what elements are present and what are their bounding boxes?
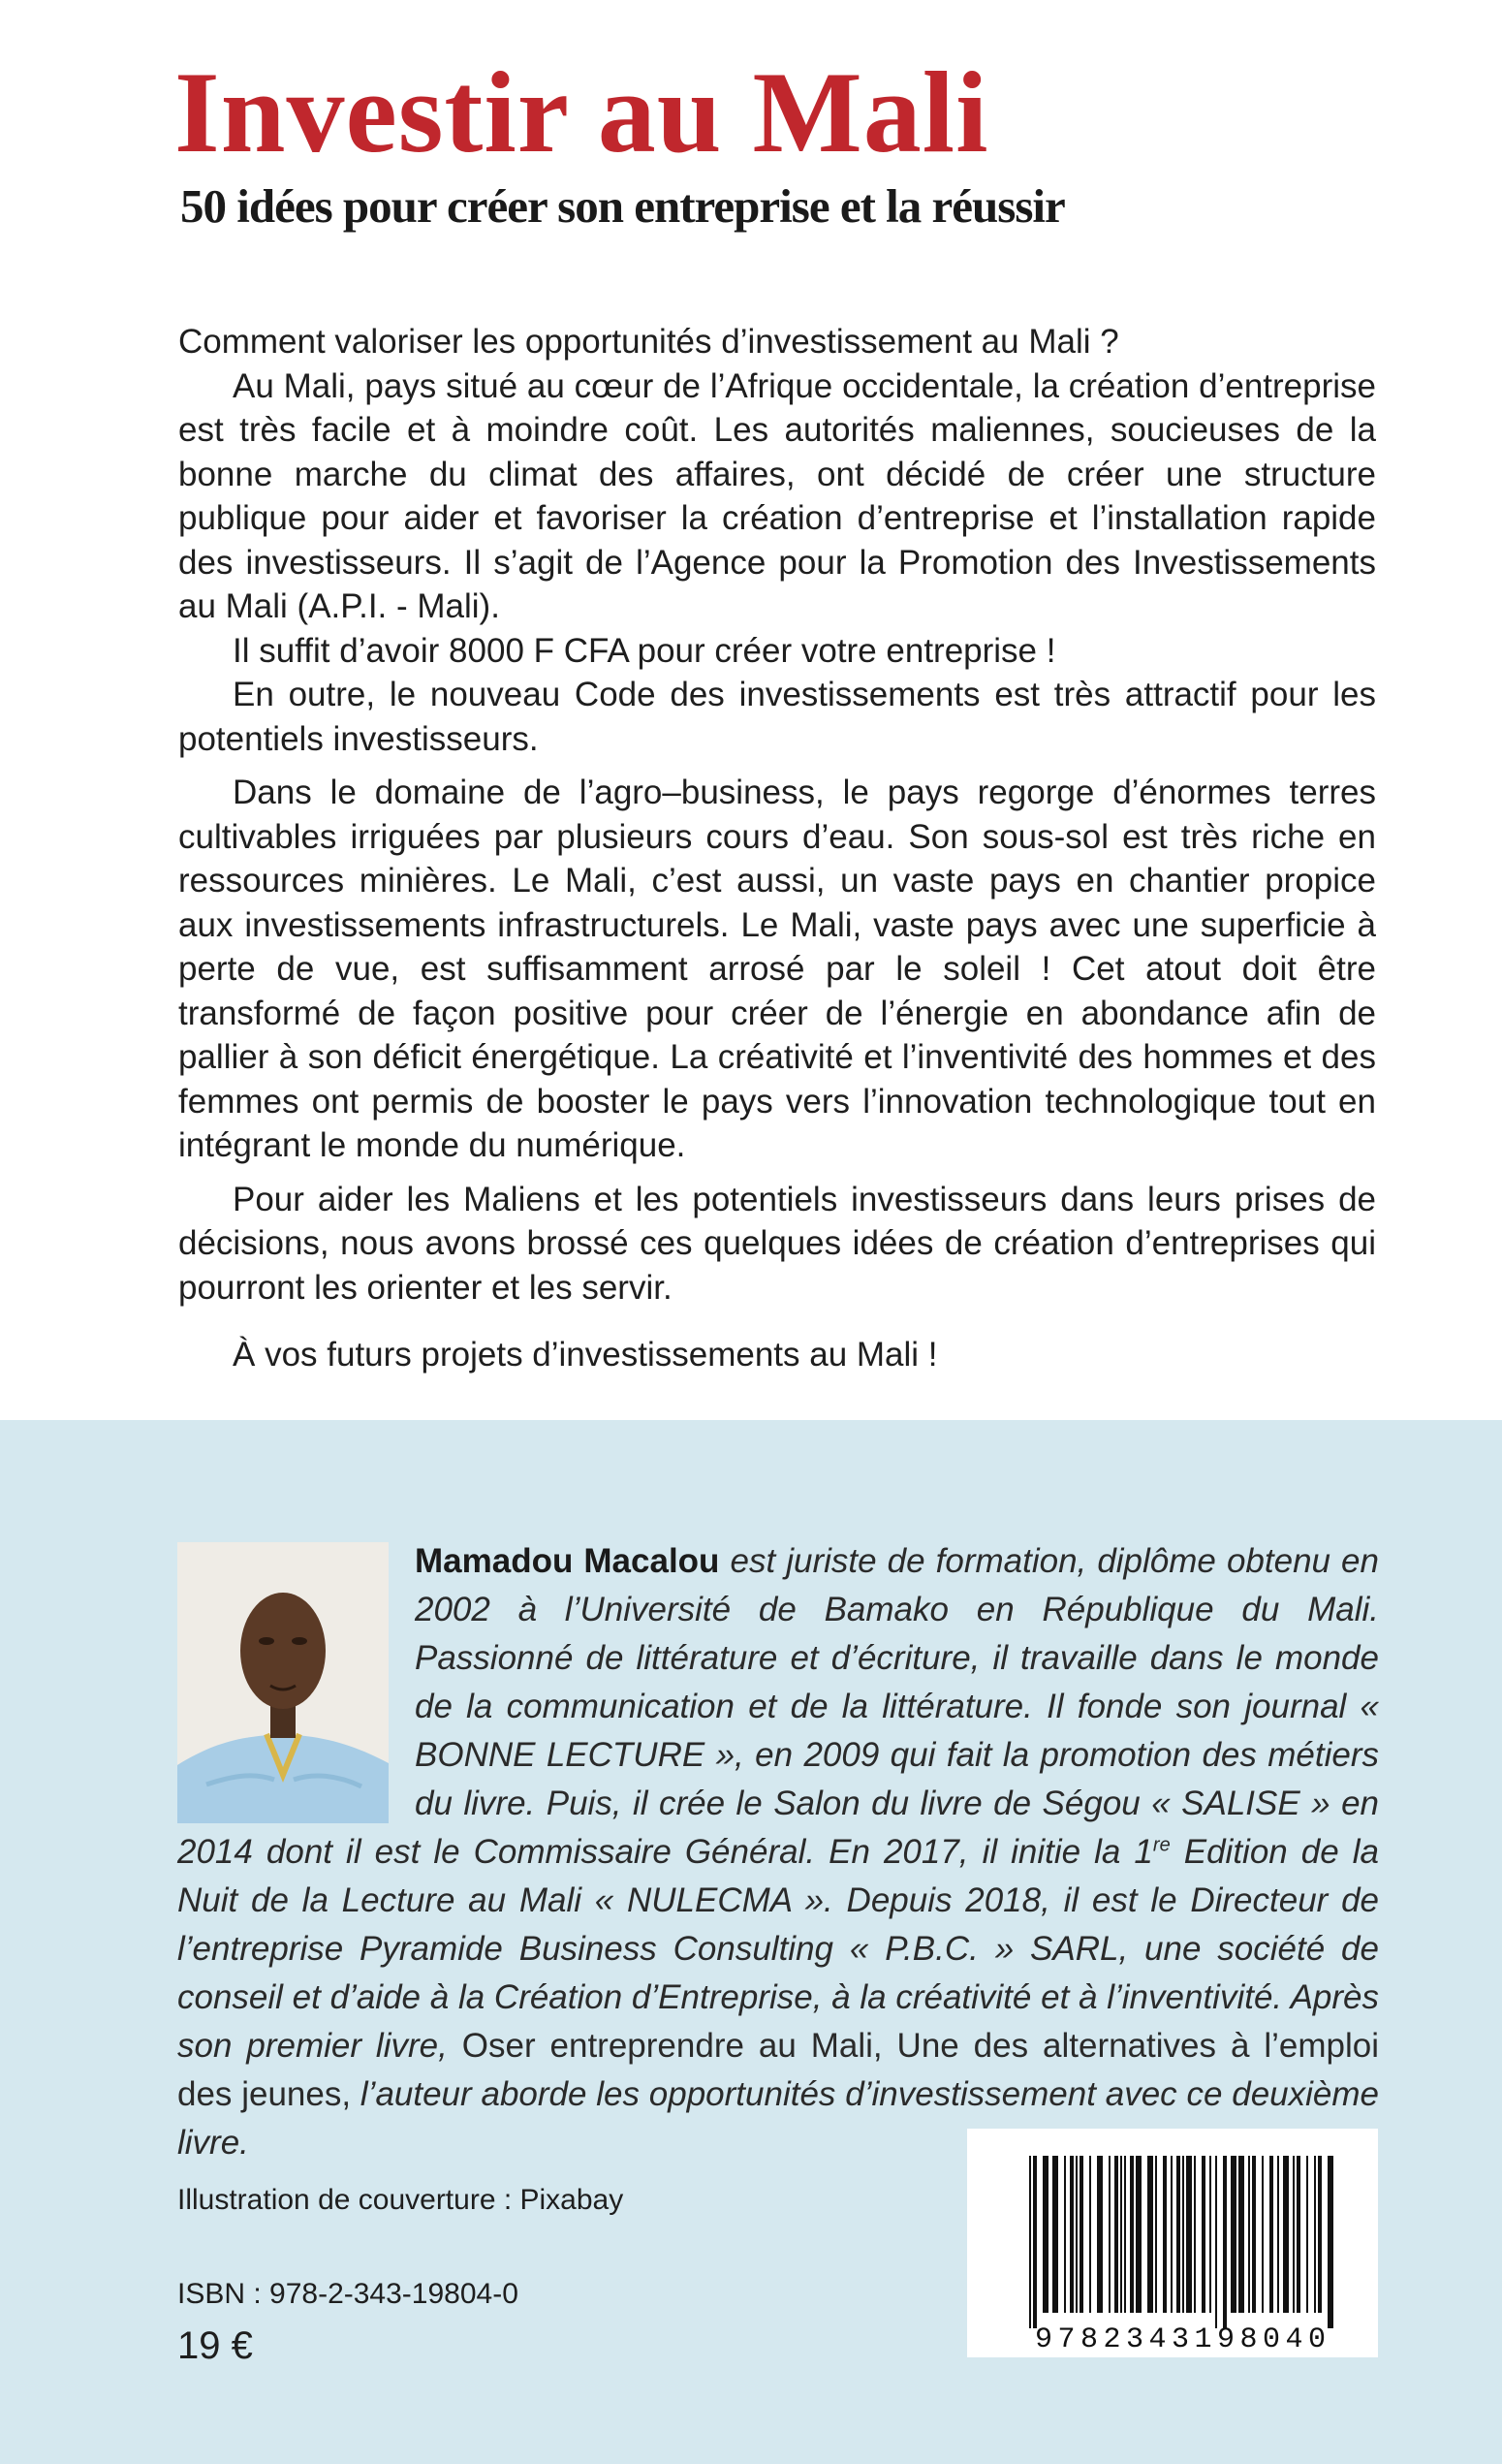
barcode-bar xyxy=(1070,2156,1074,2313)
barcode-bar xyxy=(1328,2156,1333,2328)
barcode-bar xyxy=(1043,2156,1048,2313)
barcode-bar xyxy=(1076,2156,1078,2313)
barcode-bar xyxy=(1097,2156,1103,2313)
barcode-bar xyxy=(1293,2156,1295,2313)
barcode-bar xyxy=(1052,2156,1058,2313)
barcode-bar xyxy=(1171,2156,1173,2313)
barcode-bar xyxy=(1297,2156,1300,2313)
photo-spacer xyxy=(177,1537,415,1828)
barcode-bar xyxy=(1029,2156,1031,2328)
barcode-bar xyxy=(1202,2156,1205,2313)
price: 19 € xyxy=(177,2324,253,2367)
barcode-bar xyxy=(1223,2156,1227,2328)
barcode-bar xyxy=(1215,2156,1217,2328)
barcode-bar xyxy=(1080,2156,1083,2313)
barcode-bar xyxy=(1252,2156,1256,2313)
blurb-paragraph: Il suffit d’avoir 8000 F CFA pour créer votre entreprise ! xyxy=(233,631,1056,670)
blurb-paragraph: Au Mali, pays situé au cœur de l’Afrique occidentale, la création d’entreprise est très facile et à moindre coût. Les autorités maliennes, soucieuses de la bonne marche du climat des affaires, ont décidé de créer une structure publique pour aider et favoriser la création d’entreprise et l’installation rapide des investisseurs. Il s’agit de l’Agence pour la Promotion des Investissements au Mali (A.P.I. - Mali). xyxy=(178,366,1376,625)
barcode-bar xyxy=(1114,2156,1118,2313)
isbn: ISBN : 978-2-343-19804-0 xyxy=(177,2278,518,2310)
previous-book-title: Oser entreprendre au Mali, Une des alternatives à l’emploi des jeunes, xyxy=(177,2027,1379,2113)
barcode-bar xyxy=(1064,2156,1066,2313)
barcode-bar xyxy=(1124,2156,1126,2313)
barcode-bar xyxy=(1231,2156,1236,2313)
barcode-bar xyxy=(1120,2156,1122,2313)
barcode-bar xyxy=(1262,2156,1264,2313)
barcode-bar xyxy=(1130,2156,1134,2313)
bio-text: Edition de la Nuit de la Lecture au Mali « NULECMA ». Depuis 2018, il est le Directeur de l’entreprise Pyramide Business Consulting « P.B.C. » SARL, une société de conseil et d’aide à la Création d’Entreprise, à la créativité et à l’inventivité. Après son premier livre, xyxy=(177,1833,1379,2065)
barcode-bar xyxy=(1277,2156,1279,2313)
barcode-bar xyxy=(1306,2156,1308,2313)
barcode-bar xyxy=(1163,2156,1167,2313)
author-bio xyxy=(177,1537,1379,2167)
barcode-bar xyxy=(1176,2156,1180,2313)
barcode-bar xyxy=(1089,2156,1091,2313)
author-name: Mamadou Macalou xyxy=(415,1542,720,1580)
barcode-bar xyxy=(1314,2156,1316,2313)
barcode-bar xyxy=(1248,2156,1250,2313)
barcode-bar xyxy=(1136,2156,1142,2313)
book-title: Investir au Mali xyxy=(174,47,989,176)
barcode-bar xyxy=(1209,2156,1211,2313)
barcode-bar xyxy=(1155,2156,1157,2313)
cover-credit: Illustration de couverture : Pixabay xyxy=(177,2184,624,2216)
blurb-closing: À vos futurs projets d’investissements au Mali ! xyxy=(233,1336,938,1374)
blurb-paragraph: En outre, le nouveau Code des investissements est très attractif pour les potentiels investisseurs. xyxy=(178,676,1376,758)
barcode-bar xyxy=(1238,2156,1244,2313)
barcode-digits: 9782343198040 xyxy=(1035,2323,1326,2356)
bio-text: est juriste de formation, diplôme obtenu en 2002 à l’Université de Bamako en République du Mali. Passionné de littérature et d’écriture, il travaille dans le monde de la communication et de la littérature. Il fonde son journal « BONNE LECTURE », en 2009 qui fait la promotion des métiers du livre. Puis, il crée le Salon du livre de Ségou « SALISE » en 2014 dont il est le Commissaire Général. En 2017, il initie la 1 xyxy=(177,1542,1379,1871)
blurb-paragraph: Dans le domaine de l’agro–business, le pays regorge d’énormes terres cultivables irriguées par plusieurs cours d’eau. Son sous-sol est très riche en ressources minières. Le Mali, c’est aussi, un vaste pays en chantier propice aux investissements infrastructurels. Le Mali, vaste pays avec une superficie à perte de vue, est suffisamment arrosé par le soleil ! Cet atout doit être transformé de façon positive pour créer de l’énergie en abondance afin de pallier à son déficit énergétique. La créativité et l’inventivité des hommes et des femmes ont permis de booster le pays vers l’innovation technologique tout en intégrant le monde du numérique. xyxy=(178,774,1376,1164)
barcode-bar xyxy=(1318,2156,1322,2313)
ordinal-suffix: re xyxy=(1152,1834,1171,1856)
barcode-bar xyxy=(1269,2156,1273,2313)
barcode-bar xyxy=(1147,2156,1153,2313)
blurb-paragraph: Pour aider les Maliens et les potentiels investisseurs dans leurs prises de décisions, nous avons brossé ces quelques idées de création d’entreprises qui pourront les orienter et les servir. xyxy=(178,1180,1376,1307)
bio-text: l’auteur aborde les opportunités d’investissement avec ce deuxième livre. xyxy=(177,2075,1379,2162)
barcode-bar xyxy=(1109,2156,1111,2313)
barcode xyxy=(967,2129,1378,2357)
blurb xyxy=(178,320,1376,1377)
barcode-bar xyxy=(1182,2156,1184,2313)
barcode-bar xyxy=(1033,2156,1037,2328)
barcode-bar xyxy=(1186,2156,1192,2313)
book-subtitle: 50 idées pour créer son entreprise et la réussir xyxy=(180,179,1065,233)
blurb-question: Comment valoriser les opportunités d’investissement au Mali ? xyxy=(178,323,1119,361)
barcode-bar xyxy=(1283,2156,1289,2313)
barcode-bar xyxy=(1194,2156,1196,2313)
